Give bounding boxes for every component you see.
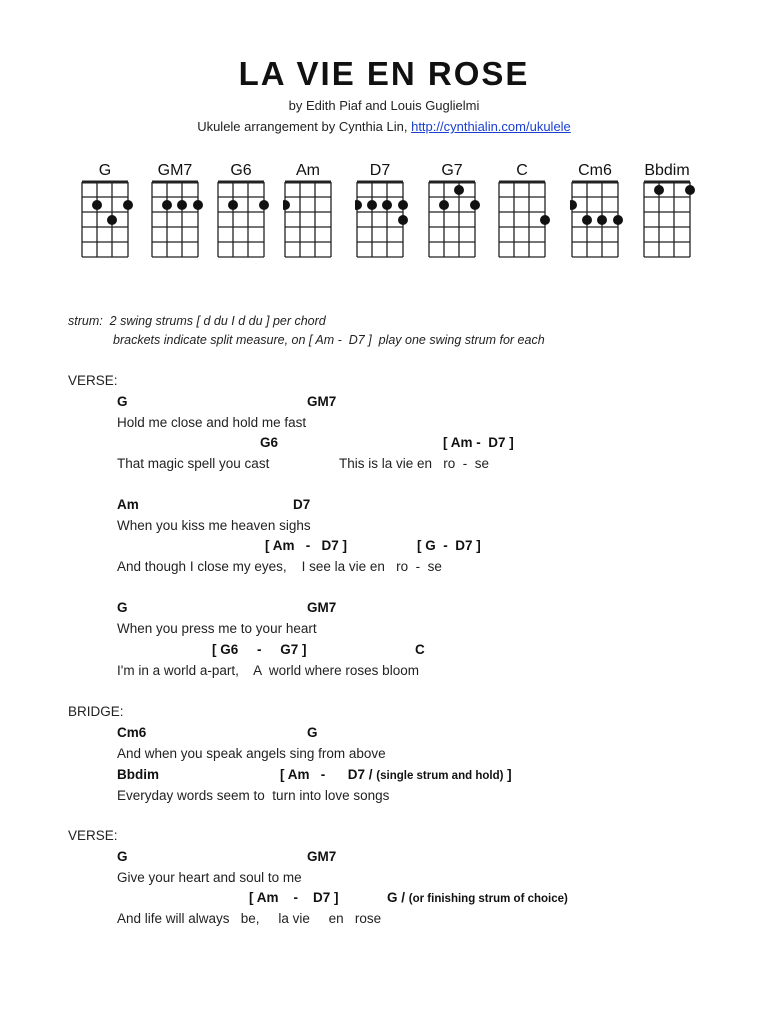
fretboard-g7 <box>427 180 483 260</box>
lyric-line: This is la vie en ro - se <box>339 456 490 471</box>
song-title: LA VIE EN ROSE <box>238 55 530 92</box>
arrangement-link[interactable]: http://cynthialin.com/ukulele <box>411 119 571 134</box>
fretboard-g6 <box>216 180 272 260</box>
chord-am: Am <box>117 497 139 512</box>
lyric-line: When you press me to your heart <box>117 621 317 636</box>
chord-name: Bbdim <box>644 162 690 179</box>
chord-gm7: GM7 <box>307 600 337 615</box>
chord-bbdim: Bbdim <box>117 767 159 782</box>
chord-g-finish <box>387 890 568 905</box>
strum-hold-note: (single strum and hold) <box>376 770 504 782</box>
finishing-note: (or finishing strum of choice) <box>408 893 568 905</box>
lyric-line: Everyday words seem to turn into love songs <box>117 788 390 803</box>
chord-name: Cm6 <box>578 162 612 179</box>
chord-name: G6 <box>230 162 252 179</box>
arrangement-text: Ukulele arrangement by Cynthia Lin, <box>197 119 408 134</box>
strum-instruction: strum: 2 swing strums [ d du I d du ] per chord <box>68 314 326 328</box>
fretboard-d7 <box>355 180 411 260</box>
verse-label: VERSE: <box>68 828 118 843</box>
chord-gm7: GM7 <box>307 849 337 864</box>
lyric-line: When you kiss me heaven sighs <box>117 518 311 533</box>
chord-g6: G6 <box>260 435 279 450</box>
fretboard-bbdim <box>642 180 698 260</box>
verse-label: VERSE: <box>68 373 118 388</box>
fretboard-cm6 <box>570 180 626 260</box>
chord-g: G <box>117 849 128 864</box>
fretboard-am <box>283 180 339 260</box>
chord-g6-g7: [ G6 - G7 ] <box>212 642 307 657</box>
lyric-line: I'm in a world a-part, A world where roses bloom <box>117 663 419 678</box>
chord-name: D7 <box>369 162 391 179</box>
lyric-line: Give your heart and soul to me <box>117 870 302 885</box>
chord-am-d7-hold <box>280 767 512 782</box>
chord-cm6: Cm6 <box>117 725 147 740</box>
chord-am-d7: [ Am - D7 / <box>280 767 373 782</box>
chord-am-d7: [ Am - D7 ] <box>265 538 348 553</box>
strum-note: brackets indicate split measure, on [ Am - D7 ] play one swing strum for each <box>113 333 545 347</box>
chord-gm7: GM7 <box>307 394 337 409</box>
chord-c: C <box>415 642 425 657</box>
chord-am-d7: [ Am - D7 ] <box>443 435 514 450</box>
chord-g-d7: [ G - D7 ] <box>417 538 481 553</box>
lyric-line: And though I close my eyes, I see la vie en ro - se <box>117 559 442 574</box>
chord-g: G / <box>387 890 406 905</box>
chord-d7: D7 <box>293 497 311 512</box>
chord-g: G <box>117 394 128 409</box>
chord-name: Am <box>296 162 320 179</box>
arrangement-credit <box>0 119 768 134</box>
lyric-line: That magic spell you cast <box>117 456 270 471</box>
lyric-line: And life will always be, la vie en rose <box>117 911 382 926</box>
chord-diagrams <box>0 162 768 272</box>
fretboard-g <box>80 180 136 260</box>
chord-g: G <box>117 600 128 615</box>
lyric-line: And when you speak angels sing from above <box>117 746 386 761</box>
fretboard-c <box>497 180 553 260</box>
fretboard-gm7 <box>150 180 206 260</box>
chord-name: G7 <box>441 162 463 179</box>
bridge-label: BRIDGE: <box>68 704 124 719</box>
bracket-close: ] <box>503 767 512 782</box>
chord-name: GM7 <box>157 162 193 179</box>
chord-am-d7: [ Am - D7 ] <box>249 890 339 905</box>
chord-name: C <box>516 162 528 179</box>
authors-credit: by Edith Piaf and Louis Guglielmi <box>288 98 480 113</box>
lyric-line: Hold me close and hold me fast <box>117 415 307 430</box>
chord-g: G <box>307 725 318 740</box>
chord-name: G <box>98 162 112 179</box>
